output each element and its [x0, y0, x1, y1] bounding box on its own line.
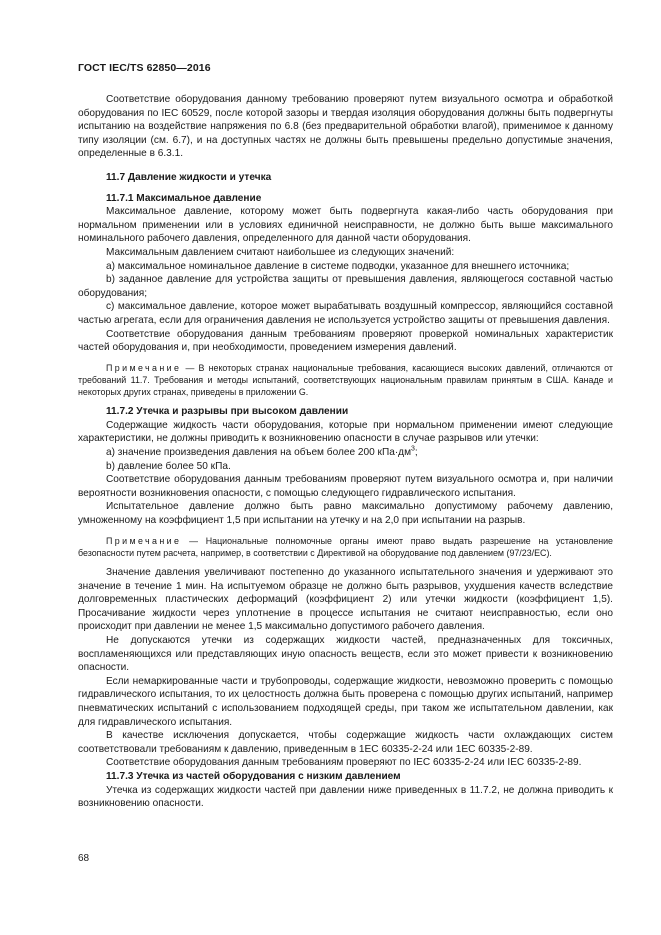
paragraph-max-pressure-1: Максимальное давление, которому может быть подвергнута какая-либо часть оборудования при нормальном применении или в условиях единичной неисправности, не должно быть выше максимального номинального рабочего давления, определенного для данной части оборудования. [78, 206, 613, 245]
note-1-text: — В некоторых странах национальные требования, касающиеся высоких давлений, отличаются от требований 11.7. Требования и методы испытаний, соответствующих национальным правилам принятым в США. Канаде и некоторых других странах, приведены в приложении G. [78, 362, 613, 398]
paragraph-max-pressure-2: Максимальным давлением считают наибольшее из следующих значений: [106, 246, 455, 258]
paragraph-leak-2: Соответствие оборудования данным требованиям проверяют путем визуального осмотра и, при наличии вероятности возникновения опасности, с помощью следующего гидравлического испытания. [78, 474, 613, 499]
paragraph-leak-1: Содержащие жидкость части оборудования, которые при нормальном применении имеют следующие характеристики, не должны приводить к возникновению опасности в случае разрывов или утечки: [78, 419, 613, 445]
paragraph-leak-5: Не допускаются утечки из содержащих жидкости частей, предназначенных для токсичных, воспламеняющихся или представляющих иную опасность веществ, если это может привести к возникновению опасности. [78, 635, 613, 674]
heading-11-7-3: 11.7.3 Утечка из частей оборудования с низким давлением [106, 770, 401, 782]
note-2-text: — Национальные полномочные органы имеют право выдать разрешение на установление безопасности путем расчета, например, в соответствии с Директивой на оборудование под давлением (97/23/EC). [78, 535, 613, 558]
paragraph-low-pressure-1: Утечка из содержащих жидкости частей при давлении ниже приведенных в 11.7.2, не должна приводить к возникновению опасности. [78, 784, 613, 810]
document-header: ГОСТ IEC/TS 62850—2016 [78, 62, 211, 74]
paragraph-max-pressure-check: Соответствие оборудования данным требованиям проверяют проверкой номинальных характеристик частей оборудования и, при необходимости, проведением измерения давлений. [78, 328, 613, 354]
note-2-label: Примечание [106, 535, 182, 546]
list-item-leak-b: b) давление более 50 кПа. [106, 460, 231, 472]
document-body [78, 93, 613, 811]
heading-11-7-2: 11.7.2 Утечка и разрывы при высоком давлении [106, 406, 349, 418]
note-1 [78, 362, 613, 399]
list-item-c: c) максимальное давление, которое может вырабатывать воздушный компрессор, являющийся составной частью агрегата, если для ограничения давления не используется устройство защиты от превышения давления. [78, 301, 613, 326]
list-item-leak-a: a) значение произведения давления на объем более 200 $кПа\cdot дм^3$; [106, 445, 418, 459]
note-1-label: Примечание [106, 362, 182, 373]
list-item-a: a) максимальное номинальное давление в системе подводки, указанное для внешнего источника; [106, 260, 570, 272]
paragraph-leak-3: Испытательное давление должно быть равно максимально допустимому рабочему давлению, умноженному на коэффициент 1,5 при испытании на утечку и на 2,0 при испытании на разрыв. [78, 501, 613, 527]
paragraph-leak-7: В качестве исключения допускается, чтобы содержащие жидкость части охлаждающих систем соответствовали требованиям к давлению, приведенным в 1EC 60335-2-24 или 1EC 60335-2-89. [78, 730, 613, 755]
note-2 [78, 535, 613, 559]
paragraph-leak-6: Если немаркированные части и трубопроводы, содержащие жидкости, невозможно проверить с помощью гидравлического испытания, то их целостность должна быть проверена с помощью других испытаний, например пневматических испытаний с использованием подходящей среды, при таком же испытательном давлении, как для гидравлического испытания. [78, 675, 613, 728]
paragraph-leak-4: Значение давления увеличивают постепенно до указанного испытательного значения и удерживают это значение в течение 1 мин. На испытуемом образце не должно быть разрывов, ухудшения качеств вследствие долговременных пластических деформаций (коэффициент 2) или утечки жидкости (коэффициент 1,5). Просачивание жидкости через уплотнение в процессе испытания не считают неисправностью, если оно происходит при давлении не менее 1,5 максимально допустимого рабочего давления. [78, 567, 613, 633]
heading-11-7-1: 11.7.1 Максимальное давление [106, 192, 262, 204]
list-item-b: b) заданное давление для устройства защиты от превышения давления, являющегося составной частью оборудования; [78, 274, 613, 299]
paragraph-leak-8: Соответствие оборудования данным требованиям проверяют по IEC 60335-2-24 или IEC 60335-2-89. [106, 757, 582, 769]
page-number: 68 [78, 853, 90, 864]
paragraph-intro: Соответствие оборудования данному требованию проверяют путем визуального осмотра и обработкой оборудования по IEC 60529, после которой зазоры и твердая изоляция оборудования должны быть подвергнуты испытанию на воздействие напряжения по 6.8 (без предварительной обработки влагой), применимое к данному типу изоляции (см. 6.7), и на доступных частях не должны быть превышены предельно допустимые значения, определенные в 6.3.1. [78, 94, 613, 160]
heading-11-7: 11.7 Давление жидкости и утечка [106, 171, 272, 183]
